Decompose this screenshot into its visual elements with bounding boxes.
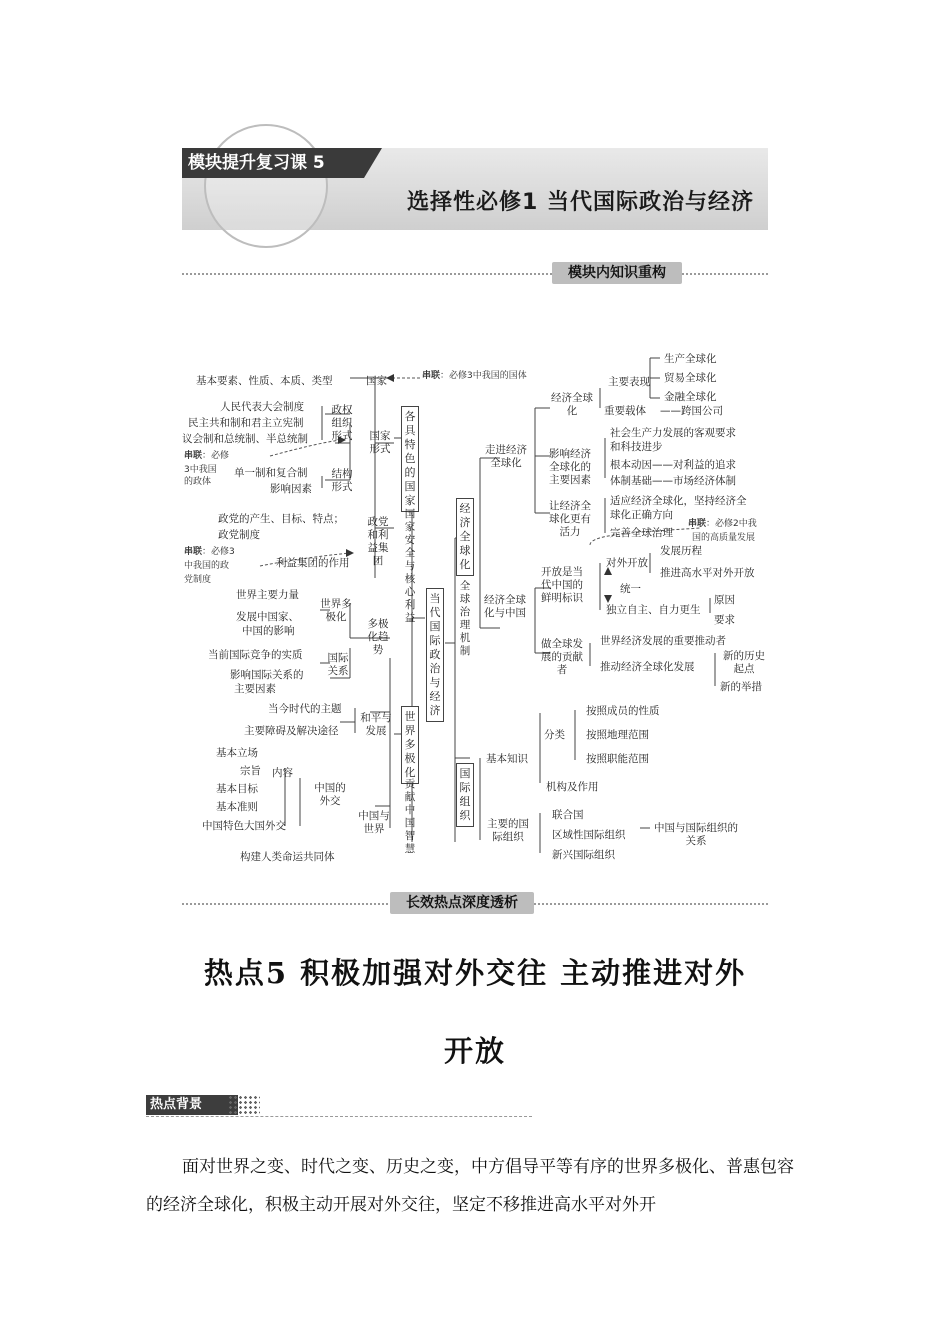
branch-multipolar-sub: 贡献中国智慧 xyxy=(404,778,416,855)
united-nations: 联合国 xyxy=(552,809,584,821)
knowledge-mind-map xyxy=(180,348,780,878)
parliament-system: 议会制和总统制、半总统制 xyxy=(182,433,308,445)
basic-stance: 基本立场 xyxy=(216,747,258,759)
factors-ir: 影响国际关系的 xyxy=(230,669,304,681)
main-forces: 世界主要力量 xyxy=(236,589,299,601)
dev-history: 发展历程 xyxy=(660,545,702,557)
tag-underline xyxy=(146,1116,532,1117)
new-measures: 新的举措 xyxy=(720,681,762,693)
class-by-member: 按照成员的性质 xyxy=(586,705,660,717)
branch-econ-glob: 经济全球化 xyxy=(456,498,474,576)
hot-background-tag: 热点背景 xyxy=(146,1095,238,1115)
class-by-geo: 按照地理范围 xyxy=(586,729,649,741)
link-note-2b: 中我国的政 xyxy=(184,561,230,571)
link-note-2: 串联：必修3 xyxy=(184,547,235,557)
requirement: 要求 xyxy=(714,614,735,626)
party-origin: 政党的产生、目标、特点； xyxy=(218,513,344,525)
top-link-note: 串联：必修3中我国的国体 xyxy=(422,371,527,381)
branch-states-sub: 国家安全与核心利益 xyxy=(404,508,416,624)
diplomacy-content: 内容 xyxy=(272,767,293,779)
monarchy-system: 民主共和制和君主立宪制 xyxy=(188,417,304,429)
module-title: 选择性必修1 当代国际政治与经济 xyxy=(407,190,754,215)
self-reliance: 独立自主、自力更生 xyxy=(606,604,701,616)
section-divider-hotspot xyxy=(182,892,768,916)
econ-glob-node: 经济全球化 xyxy=(551,392,593,417)
link-note-3b: 国的高质量发展 xyxy=(692,533,756,543)
tag-dot-pattern xyxy=(228,1095,260,1115)
basic-norm: 基本准则 xyxy=(216,801,258,813)
hot-title-line-2: 开放 xyxy=(443,1034,506,1068)
purpose: 宗旨 xyxy=(240,765,261,777)
reason: 原因 xyxy=(714,594,735,606)
module-banner xyxy=(182,148,768,230)
opening-marker: 开放是当代中国的鲜明标识 xyxy=(541,566,583,604)
trade-glob: 贸易全球化 xyxy=(664,372,717,384)
banner-circle-decoration xyxy=(204,124,328,248)
influence-factors-glob: 影响经济全球化的主要因素 xyxy=(549,448,591,486)
hot-background-paragraph: 面对世界之变、时代之变、历史之变，中方倡导平等有序的世界多极化、普惠包容的经济全球化，积极主动开展对外交往，坚定不移推进高水平对外开 xyxy=(146,1157,794,1215)
emerging-orgs: 新兴国际组织 xyxy=(552,849,615,861)
hot-topic-title xyxy=(0,950,950,1074)
section-label-hotspot: 长效热点深度透析 xyxy=(390,892,534,914)
country-label: 国家 xyxy=(366,375,387,387)
structure-form: 结构形式 xyxy=(331,468,353,493)
main-factors: 主要因素 xyxy=(234,683,276,695)
parties-interest-groups: 政党和利益集团 xyxy=(367,516,389,567)
vital-item-1b: 球化正确方向 xyxy=(610,509,673,521)
center-node: 当代国际政治与经济 xyxy=(426,588,444,722)
important-carrier: 重要载体 xyxy=(604,405,646,417)
obstacles-solutions: 主要障碍及解决途径 xyxy=(244,725,339,737)
system-basis: 体制基础——市场经济体制 xyxy=(610,475,736,487)
intl-relations: 国际关系 xyxy=(327,652,349,677)
unify-label: 统一 xyxy=(620,583,641,595)
gov-form: 政权组织形式 xyxy=(331,404,353,442)
shared-future-community: 构建人类命运共同体 xyxy=(240,851,335,863)
glob-and-china: 经济全球化与中国 xyxy=(484,594,526,619)
multinational-company: ——跨国公司 xyxy=(660,405,723,417)
link-note-3: 串联：必修2中我 xyxy=(688,519,757,529)
basic-knowledge: 基本知识 xyxy=(486,753,528,765)
china-intl-orgs: 中国与国际组织的关系 xyxy=(654,822,738,847)
vital-item-2: 完善全球治理 xyxy=(610,527,673,539)
branch-econ-glob-sub: 全球治理机制 xyxy=(459,580,471,657)
branch-multipolar: 世界多极化 xyxy=(401,706,419,784)
china-influence: 中国的影响 xyxy=(242,625,295,637)
main-manifest: 主要表现 xyxy=(608,376,650,388)
main-intl-orgs: 主要的国际组织 xyxy=(487,818,529,843)
vital-econ-glob: 让经济全球化更有活力 xyxy=(549,500,591,538)
basic-elements: 基本要素、性质、本质、类型 xyxy=(196,375,333,387)
class-by-function: 按照职能范围 xyxy=(586,753,649,765)
multipolar-trend: 多极化趋势 xyxy=(367,618,389,656)
classification: 分类 xyxy=(544,729,565,741)
branch-intl-org: 国际组织 xyxy=(456,763,474,827)
organs-roles: 机构及作用 xyxy=(546,781,599,793)
era-theme: 当今时代的主题 xyxy=(268,703,342,715)
unitary-compound: 单一制和复合制 xyxy=(234,467,308,479)
root-cause: 根本动因——对利益的追求 xyxy=(610,459,736,471)
china-diplomacy: 中国的外交 xyxy=(314,782,346,807)
world-multipolar: 世界多极化 xyxy=(320,598,352,623)
party-system: 政党制度 xyxy=(218,529,260,541)
high-level-opening: 推进高水平对外开放 xyxy=(660,567,755,579)
new-start: 新的历史起点 xyxy=(723,650,765,675)
finance-glob: 金融全球化 xyxy=(664,391,717,403)
section-divider-knowledge xyxy=(182,262,768,286)
state-form: 国家形式 xyxy=(369,430,391,455)
basic-goal: 基本目标 xyxy=(216,783,258,795)
global-contributor: 做全球发展的贡献者 xyxy=(541,638,583,676)
factor-productivity: 社会生产力发展的客观要求 xyxy=(610,427,736,439)
go-into-econ-glob: 走进经济全球化 xyxy=(485,444,527,469)
developing-countries: 发展中国家、 xyxy=(236,611,299,623)
china-and-world: 中国与世界 xyxy=(358,810,390,835)
opening-up: 对外开放 xyxy=(606,557,648,569)
competition-nature: 当前国际竞争的实质 xyxy=(208,649,303,661)
major-power-diplomacy: 中国特色大国外交 xyxy=(202,820,286,832)
production-glob: 生产全球化 xyxy=(664,353,717,365)
peace-development: 和平与发展 xyxy=(360,712,392,737)
interest-groups-role: 利益集团的作用 xyxy=(276,557,350,569)
influence-factors: 影响因素 xyxy=(270,483,312,495)
vital-item-1: 适应经济全球化，坚持经济全 xyxy=(610,495,747,507)
regional-orgs: 区域性国际组织 xyxy=(552,829,626,841)
link-note-1: 串联：必修 xyxy=(184,451,230,461)
promote-glob: 推动经济全球化发展 xyxy=(600,661,695,673)
module-tab-label: 模块提升复习课 5 xyxy=(182,148,364,178)
npc-system: 人民代表大会制度 xyxy=(220,401,304,413)
link-note-1b: 3中我国的政体 xyxy=(184,465,217,487)
econ-engine: 世界经济发展的重要推动者 xyxy=(600,635,726,647)
section-label-knowledge: 模块内知识重构 xyxy=(552,262,682,284)
link-note-2c: 党制度 xyxy=(184,575,212,585)
hot-title-line-1: 热点5 积极加强对外交往 主动推进对外 xyxy=(203,956,747,990)
factor-tech: 和科技进步 xyxy=(610,441,663,453)
branch-states: 各具特色的国家 xyxy=(401,406,419,512)
